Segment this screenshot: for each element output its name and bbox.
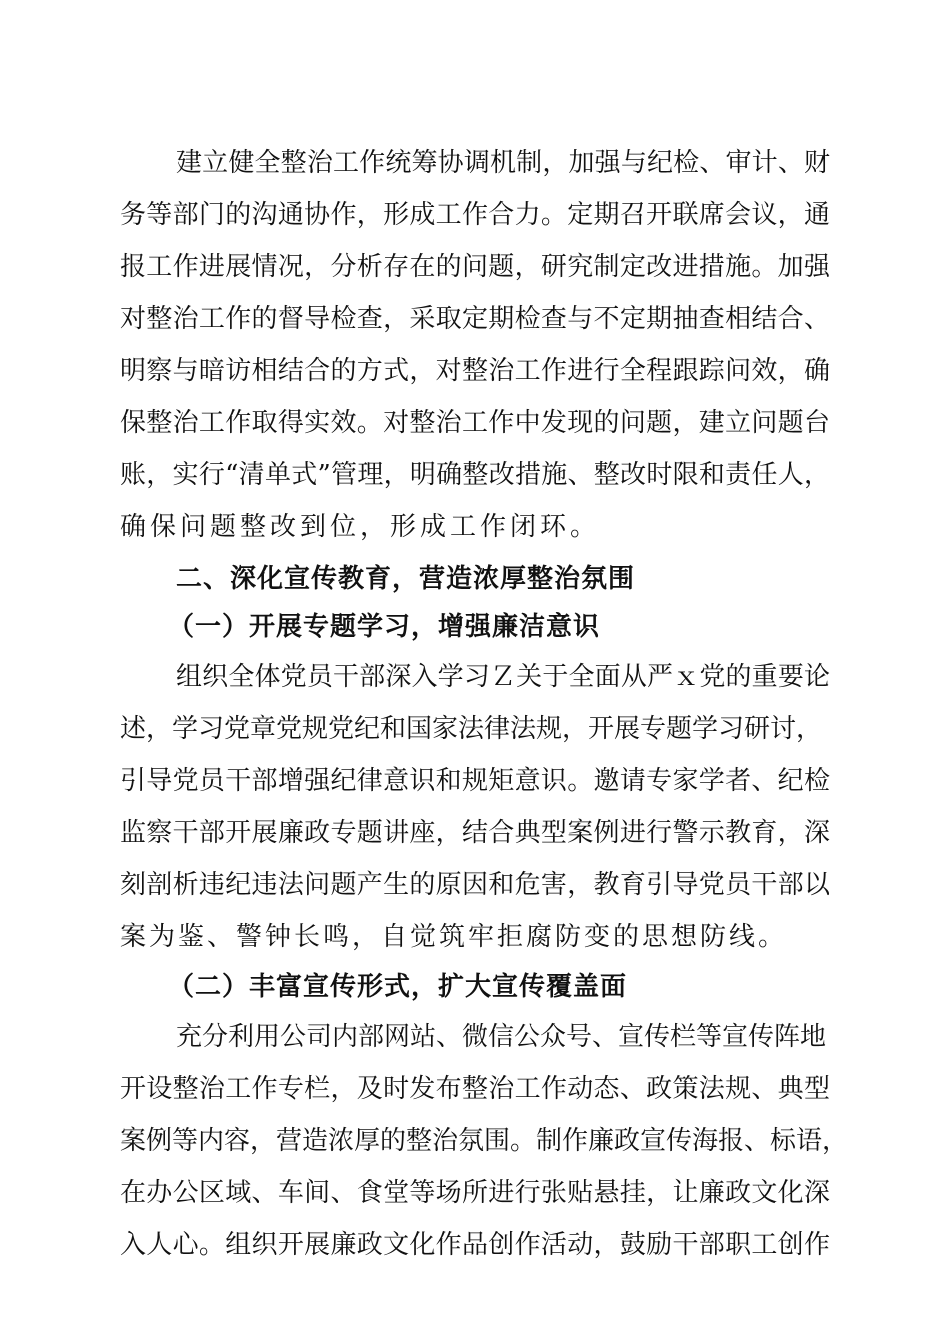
text-line: 充分利用公司内部网站、微信公众号、宣传栏等宣传阵地 bbox=[176, 1021, 827, 1052]
text-line: 刻剖析违纪违法问题产生的原因和危害，教育引导党员干部以 bbox=[120, 869, 830, 900]
paragraph-line bbox=[0, 398, 950, 442]
text-line: 组织全体党员干部深入学习Ｚ关于全面从严ｘ党的重要论 bbox=[176, 661, 830, 692]
text-line: 确保问题整改到位，形成工作闭环。 bbox=[120, 511, 601, 542]
text-line: 述，学习党章党规党纪和国家法律法规，开展专题学习研讨， bbox=[120, 713, 823, 744]
text-line: 引导党员干部增强纪律意识和规矩意识。邀请专家学者、纪检 bbox=[120, 765, 830, 796]
paragraph-line bbox=[0, 1220, 950, 1264]
text-line: 账，实行“清单式”管理，明确整改措施、整改时限和责任人， bbox=[120, 459, 830, 490]
text-line: 明察与暗访相结合的方式，对整治工作进行全程跟踪问效，确 bbox=[120, 355, 830, 386]
paragraph-line bbox=[0, 1168, 950, 1212]
paragraph-line bbox=[0, 242, 950, 286]
paragraph-line bbox=[0, 704, 950, 748]
text-line: 入人心。组织开展廉政文化作品创作活动，鼓励干部职工创作 bbox=[120, 1229, 830, 1260]
text-line: 开设整治工作专栏，及时发布整治工作动态、政策法规、典型 bbox=[120, 1073, 830, 1104]
paragraph-line bbox=[0, 450, 950, 494]
subsection-heading bbox=[0, 602, 950, 646]
paragraph-line bbox=[0, 190, 950, 234]
paragraph-line bbox=[0, 652, 950, 696]
paragraph-line bbox=[0, 860, 950, 904]
text-line: 建立健全整治工作统筹协调机制，加强与纪检、审计、财 bbox=[176, 147, 830, 178]
paragraph-line bbox=[0, 1012, 950, 1056]
paragraph-line bbox=[0, 346, 950, 390]
paragraph-line bbox=[0, 502, 950, 546]
subsection-heading bbox=[0, 962, 950, 1006]
section-heading bbox=[0, 554, 950, 598]
section-heading-text: 二、深化宣传教育，营造浓厚整治氛围 bbox=[176, 563, 636, 594]
text-line: 监察干部开展廉政专题讲座，结合典型案例进行警示教育，深 bbox=[120, 817, 830, 848]
paragraph-line bbox=[0, 138, 950, 182]
subsection-heading-text: （一）开展专题学习，增强廉洁意识 bbox=[168, 611, 601, 642]
paragraph-line bbox=[0, 756, 950, 800]
text-line: 在办公区域、车间、食堂等场所进行张贴悬挂，让廉政文化深 bbox=[120, 1177, 830, 1208]
text-line: 报工作进展情况，分析存在的问题，研究制定改进措施。加强 bbox=[120, 251, 830, 282]
text-line: 保整治工作取得实效。对整治工作中发现的问题，建立问题台 bbox=[120, 407, 830, 438]
text-line: 对整治工作的督导检查，采取定期检查与不定期抽查相结合、 bbox=[120, 303, 830, 334]
subsection-heading-text: （二）丰富宣传形式，扩大宣传覆盖面 bbox=[168, 971, 628, 1002]
text-line: 案为鉴、警钟长鸣，自觉筑牢拒腐防变的思想防线。 bbox=[120, 921, 788, 952]
text-line: 务等部门的沟通协作，形成工作合力。定期召开联席会议，通 bbox=[120, 199, 830, 230]
text-line: 案例等内容，营造浓厚的整治氛围。制作廉政宣传海报、标语， bbox=[120, 1125, 849, 1156]
paragraph-line bbox=[0, 808, 950, 852]
paragraph-line bbox=[0, 1116, 950, 1160]
paragraph-line bbox=[0, 1064, 950, 1108]
paragraph-line bbox=[0, 912, 950, 956]
paragraph-line bbox=[0, 294, 950, 338]
